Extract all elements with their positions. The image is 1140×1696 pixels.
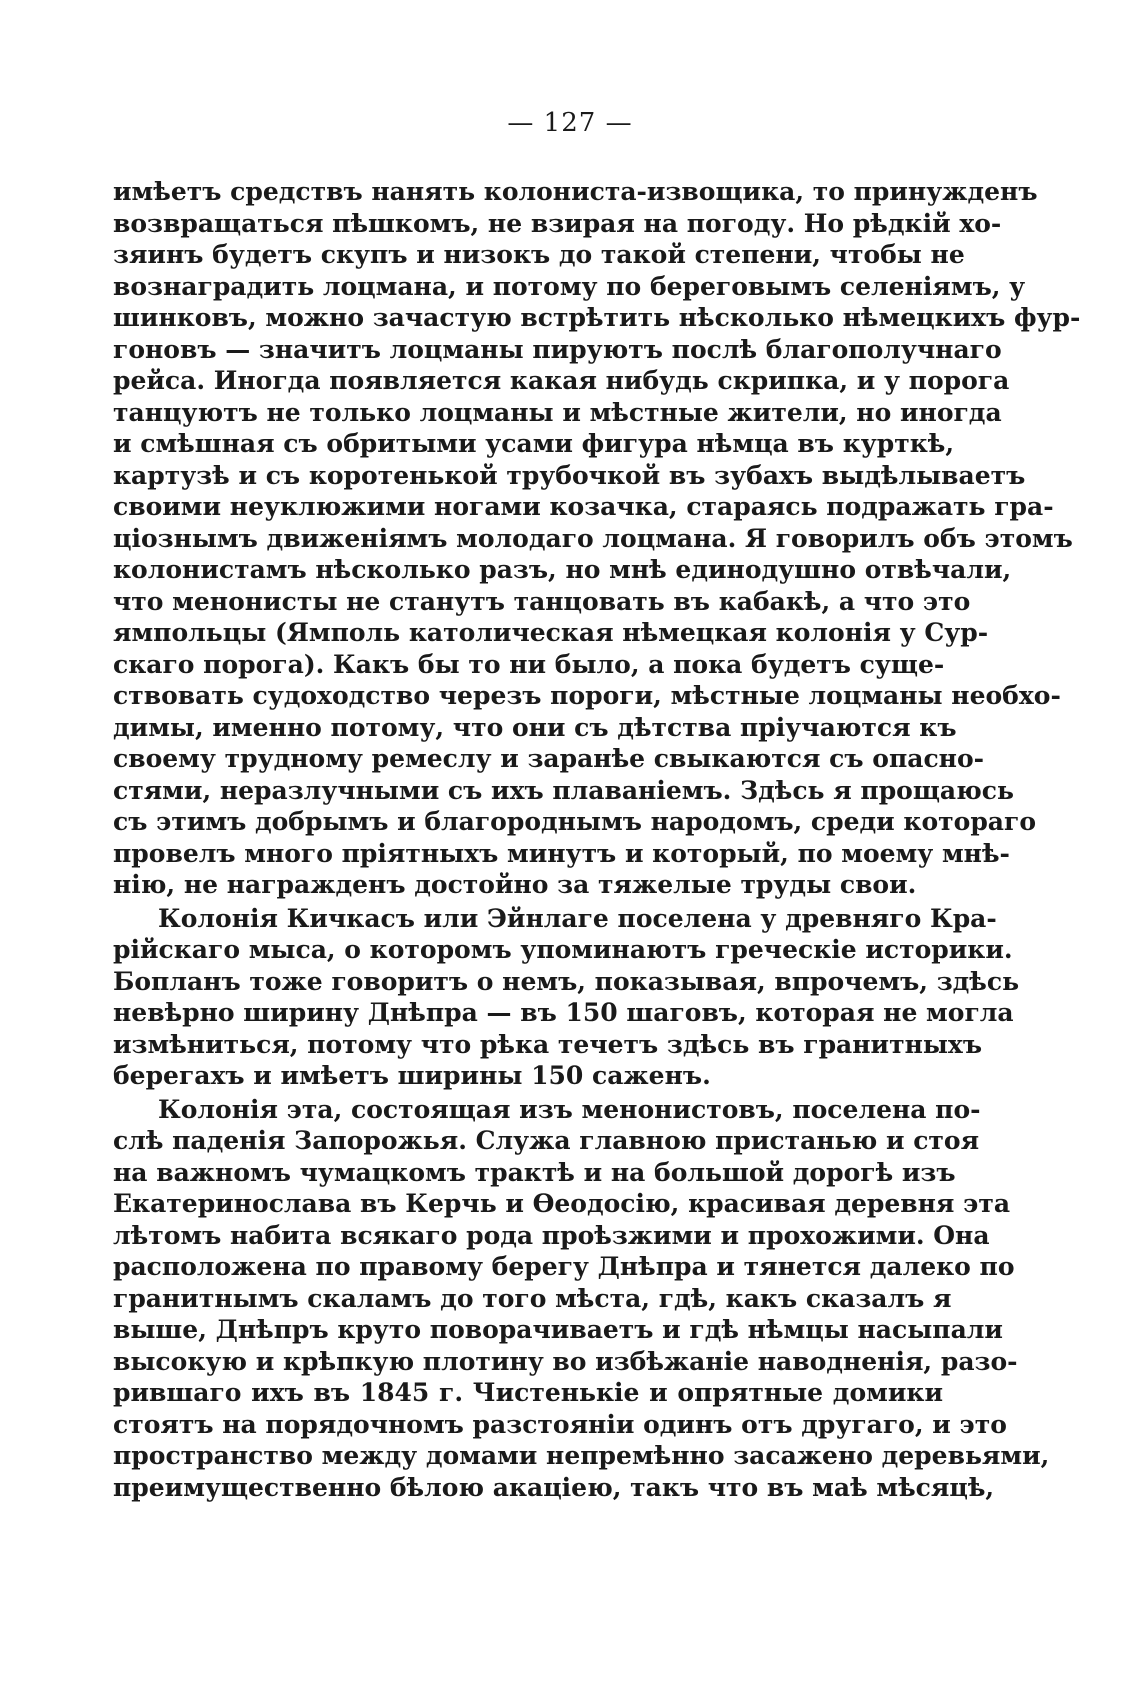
- page-number: — 127 —: [507, 108, 633, 138]
- text-line: танцуютъ не только лоцманы и мѣстные жители, но иногда: [113, 397, 1002, 427]
- text-line: рившаго ихъ въ 1845 г. Чистенькіе и опрятные домики: [113, 1378, 943, 1407]
- text-line: провелъ много пріятныхъ минутъ и который, по моему мнѣ-: [113, 838, 1010, 868]
- text-line: ціознымъ движеніямъ молодаго лоцмана. Я говорилъ объ этомъ: [113, 523, 1073, 553]
- text-line: колонистамъ нѣсколько разъ, но мнѣ единодушно отвѣчали,: [113, 555, 1012, 584]
- text-line: на важномъ чумацкомъ трактѣ и на большой дорогѣ изъ: [113, 1157, 956, 1187]
- text-line: стями, неразлучными съ ихъ плаваніемъ. Здѣсь я прощаюсь: [113, 775, 1014, 805]
- text-line: скаго порога). Какъ бы то ни было, а пока будетъ суще-: [113, 649, 945, 679]
- text-line: имѣетъ средствъ нанять колониста-извощика, то принужденъ: [113, 177, 1038, 206]
- text-line: гранитнымъ скаламъ до того мѣста, гдѣ, какъ сказалъ я: [113, 1283, 952, 1313]
- text-line: Колонія Кичкасъ или Эйнлаге поселена у древняго Кра-: [158, 903, 997, 933]
- text-line: стоятъ на порядочномъ разстояніи одинъ отъ другаго, и это: [113, 1409, 1007, 1439]
- text-line: Колонія эта, состоящая изъ менонистовъ, поселена по-: [158, 1094, 981, 1124]
- text-line: своему трудному ремеслу и заранѣе свыкаются съ опасно-: [113, 744, 985, 773]
- text-line: Бопланъ тоже говоритъ о немъ, показывая, впрочемъ, здѣсь: [113, 966, 1020, 996]
- text-line: и смѣшная съ обритыми усами фигура нѣмца въ курткѣ,: [113, 429, 955, 458]
- text-line: рейса. Иногда появляется какая нибудь скрипка, и у порога: [113, 366, 1010, 395]
- text-line: Екатеринослава въ Керчь и Ѳеодосію, красивая деревня эта: [113, 1189, 1011, 1218]
- text-line: слѣ паденія Запорожья. Служа главною пристанью и стоя: [113, 1126, 980, 1155]
- text-line: димы, именно потому, что они съ дѣтства пріучаются къ: [113, 712, 957, 742]
- text-line: лѣтомъ набита всякаго рода проѣзжими и прохожими. Она: [113, 1220, 990, 1250]
- text-line: выше, Днѣпръ круто поворачиваетъ и гдѣ нѣмцы насыпали: [113, 1315, 1003, 1344]
- text-line: пространство между домами непремѣнно засажено деревьями,: [113, 1441, 1050, 1470]
- text-line: шинковъ, можно зачастую встрѣтить нѣсколько нѣмецкихъ фур-: [113, 303, 1081, 332]
- body-text: [113, 176, 1081, 1503]
- text-line: рійскаго мыса, о которомъ упоминаютъ греческіе историки.: [113, 935, 1013, 964]
- text-line: зяинъ будетъ скупъ и низокъ до такой степени, чтобы не: [113, 240, 965, 269]
- text-line: ствовать судоходство черезъ пороги, мѣстные лоцманы необхо-: [113, 681, 1061, 710]
- text-line: высокую и крѣпкую плотину во избѣжаніе наводненія, разо-: [113, 1346, 1018, 1376]
- text-line: что менонисты не станутъ танцовать въ кабакѣ, а что это: [113, 586, 971, 616]
- text-line: расположена по правому берегу Днѣпра и тянется далеко по: [113, 1252, 1015, 1281]
- text-line: картузѣ и съ коротенькой трубочкой въ зубахъ выдѣлываетъ: [113, 460, 1026, 490]
- text-line: берегахъ и имѣетъ ширины 150 саженъ.: [113, 1061, 711, 1090]
- text-line: съ этимъ добрымъ и благороднымъ народомъ, среди котораго: [113, 807, 1036, 836]
- text-line: преимущественно бѣлою акаціею, такъ что въ маѣ мѣсяцѣ,: [113, 1472, 995, 1502]
- text-line: ямпольцы (Ямполь католическая нѣмецкая колонія у Сур-: [113, 618, 989, 647]
- text-line: гоновъ — значитъ лоцманы пируютъ послѣ благополучнаго: [113, 334, 1002, 364]
- text-line: своими неуклюжими ногами козачка, стараясь подражать гра-: [113, 492, 1054, 521]
- text-line: возвращаться пѣшкомъ, не взирая на погоду. Но рѣдкій хо-: [113, 208, 1002, 238]
- text-line: невѣрно ширину Днѣпра — въ 150 шаговъ, которая не могла: [113, 998, 1014, 1027]
- text-line: нію, не награжденъ достойно за тяжелые труды свои.: [113, 870, 917, 899]
- text-line: измѣниться, потому что рѣка течетъ здѣсь въ гранитныхъ: [113, 1029, 983, 1059]
- text-line: вознаградить лоцмана, и потому по береговымъ селеніямъ, у: [113, 271, 1026, 301]
